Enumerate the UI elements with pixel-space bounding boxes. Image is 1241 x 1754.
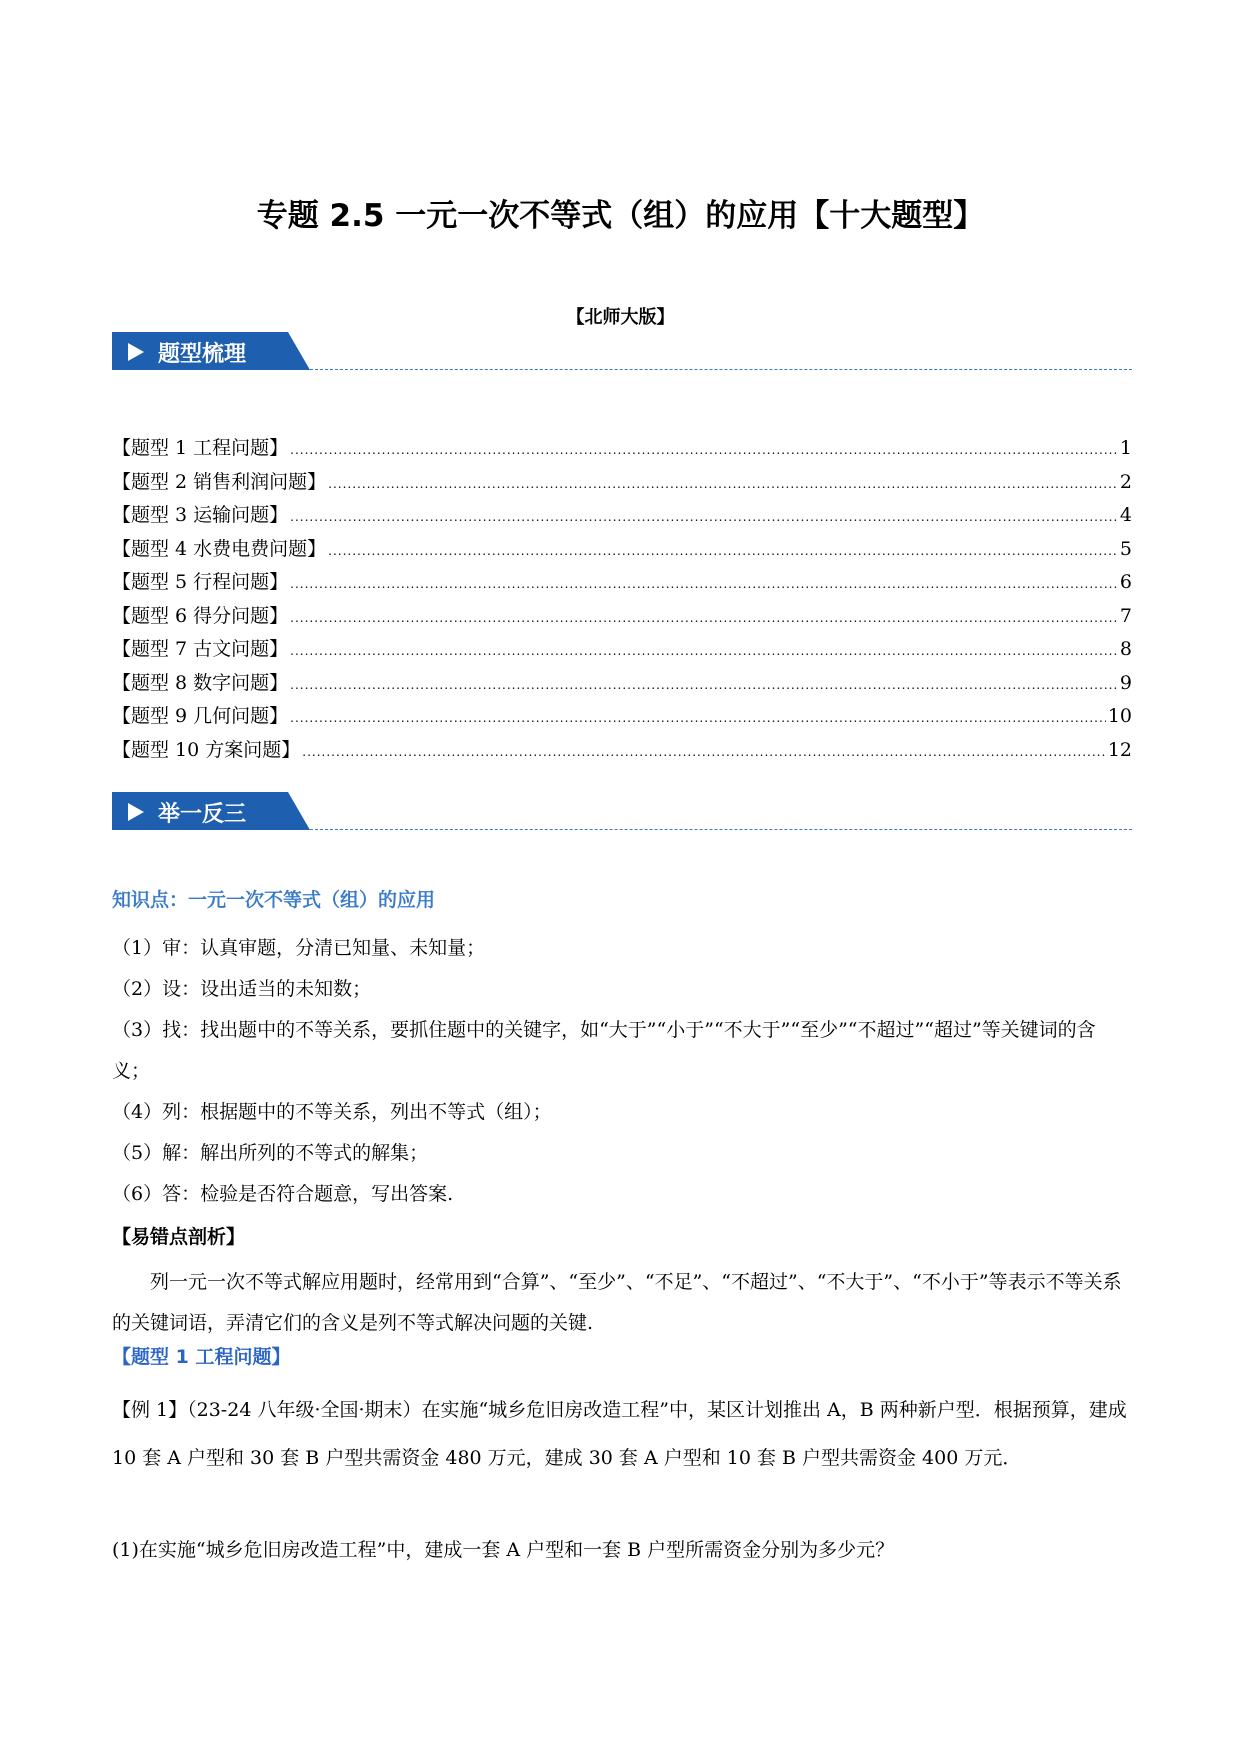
table-of-contents: [112, 432, 1132, 767]
toc-item[interactable]: 【题型 9 几何问题】 ..... 10: [112, 700, 1132, 734]
toc-item[interactable]: 【题型 2 销售利润问题】 ..... 2: [112, 466, 1132, 500]
knowledge-point-title: 知识点：一元一次不等式（组）的应用: [112, 889, 436, 911]
toc-leader: [328, 535, 1118, 569]
toc-item[interactable]: 【题型 5 行程问题】 ..... 6: [112, 566, 1132, 600]
toc-leader: [290, 434, 1118, 468]
toc-leader: [290, 635, 1118, 669]
error-analysis-heading: 【易错点剖析】: [112, 1226, 246, 1248]
dashed-divider: [310, 829, 1132, 830]
section-banner-practice: [112, 792, 1132, 832]
step-item: （1）审：认真审题，分清已知量、未知量；: [112, 937, 486, 959]
knowledge-steps: [112, 928, 1132, 1215]
step-item: （4）列：根据题中的不等关系，列出不等式（组）；: [112, 1101, 552, 1123]
section-banner-overview: [112, 332, 1132, 372]
toc-leader: [328, 468, 1118, 502]
error-analysis-body: 列一元一次不等式解应用题时，经常用到“合算”、“至少”、“不足”、“不超过”、“不大于”、“不小于”等表示不等关系的关键词语，弄清它们的含义是列不等式解决问题的关键.: [112, 1271, 1122, 1334]
type-1-heading: 【题型 1 工程问题】: [112, 1346, 291, 1368]
toc-item[interactable]: 【题型 7 古文问题】 ..... 8: [112, 633, 1132, 667]
banner-label: 题型梳理: [158, 342, 247, 367]
toc-item[interactable]: 【题型 6 得分问题】 ..... 7: [112, 600, 1132, 634]
banner-tab: [112, 792, 310, 830]
toc-leader: [290, 702, 1106, 736]
toc-item[interactable]: 【题型 10 方案问题】 ..... 12: [112, 734, 1132, 768]
toc-leader: [290, 602, 1118, 636]
toc-item[interactable]: 【题型 8 数字问题】 ..... 9: [112, 667, 1132, 701]
toc-leader: [290, 568, 1118, 602]
toc-leader: [290, 669, 1118, 703]
step-item: （3）找：找出题中的不等关系，要抓住题中的关键字，如“大于”“小于”“不大于”“至少”“不超过”“超过”等关键词的含义；: [112, 1019, 1096, 1082]
step-item: （5）解：解出所列的不等式的解集；: [112, 1142, 429, 1164]
edition-label: 【北师大版】: [566, 307, 675, 328]
banner-label: 举一反三: [158, 802, 247, 827]
toc-leader: [302, 736, 1106, 770]
example-1-text: 【例 1】（23-24 八年级·全国·期末）在实施“城乡危旧房改造工程”中，某区计划推出 A，B 两种新户型．根据预算，建成 10 套 A 户型和 30 套 B 户型共需资金 480 万元，建成 30 套 A 户型和 10 套 B 户型共需资金 400 万元．: [112, 1399, 1127, 1469]
question-1: (1)在实施“城乡危旧房改造工程”中，建成一套 A 户型和一套 B 户型所需资金分别为多少元？: [112, 1539, 895, 1561]
page-title: 专题 2.5 一元一次不等式（组）的应用【十大题型】: [256, 198, 985, 234]
dashed-divider: [310, 369, 1132, 370]
step-item: （2）设：设出适当的未知数；: [112, 978, 372, 1000]
toc-item[interactable]: 【题型 3 运输问题】 ..... 4: [112, 499, 1132, 533]
step-item: （6）答：检验是否符合题意，写出答案.: [112, 1183, 454, 1205]
banner-tab: [112, 332, 310, 370]
toc-item[interactable]: 【题型 4 水费电费问题】 ..... 5: [112, 533, 1132, 567]
toc-item[interactable]: 【题型 1 工程问题】 ..... 1: [112, 432, 1132, 466]
toc-leader: [290, 501, 1118, 535]
